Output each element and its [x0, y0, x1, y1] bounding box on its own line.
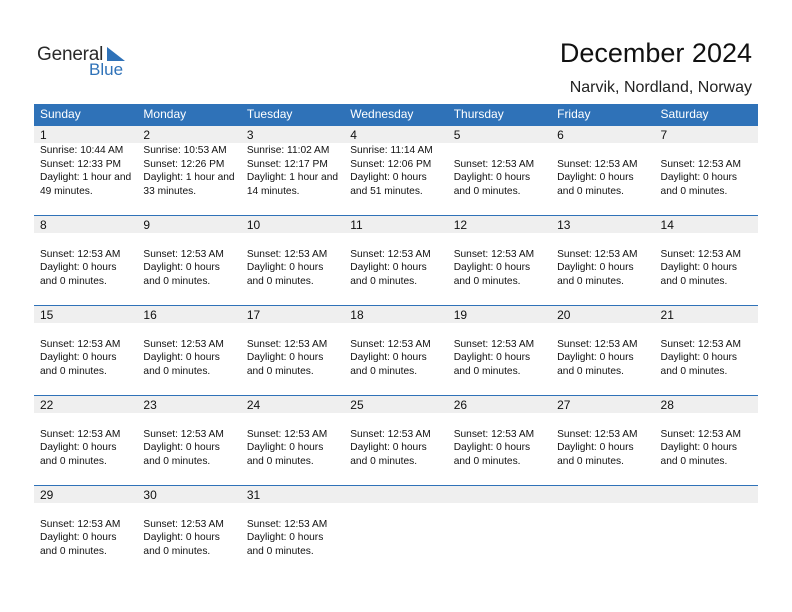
logo-blue-text: Blue — [89, 60, 124, 79]
daylight-text: Daylight: 0 hours — [40, 442, 117, 453]
daylight-text-cont: and 0 minutes. — [246, 455, 314, 467]
day-number: 27 — [551, 396, 654, 413]
empty-day-cell — [551, 486, 654, 575]
week-row — [34, 395, 758, 485]
daylight-text-cont: and 0 minutes. — [453, 365, 521, 377]
daylight-text: Daylight: 0 hours — [40, 262, 117, 273]
daylight-text-cont: and 0 minutes. — [246, 545, 314, 557]
day-number: 17 — [241, 306, 344, 323]
day-info — [137, 233, 240, 288]
day-number: 21 — [655, 306, 758, 323]
daylight-text: Daylight: 0 hours — [350, 442, 427, 453]
day-number: 4 — [344, 126, 447, 143]
day-number — [655, 486, 758, 503]
sunset-text: Sunset: 12:53 AM — [246, 248, 328, 260]
day-number: 2 — [137, 126, 240, 143]
empty-day-cell — [655, 486, 758, 575]
sunrise-text — [350, 324, 447, 338]
day-info — [34, 503, 137, 558]
daylight-text-cont: and 0 minutes. — [40, 365, 107, 377]
empty-day-cell — [448, 486, 551, 575]
day-cell — [344, 126, 447, 215]
daylight-text: Daylight: 0 hours — [350, 172, 427, 183]
day-number — [344, 486, 447, 503]
calendar-grid — [34, 104, 758, 575]
sunset-text: Sunset: 12:53 AM — [660, 338, 741, 350]
weekday-header: Thursday — [453, 107, 504, 121]
daylight-text: Daylight: 0 hours — [660, 442, 737, 453]
day-cell — [551, 216, 654, 305]
daylight-text: Daylight: 0 hours — [453, 352, 531, 363]
weeks-container — [34, 125, 758, 575]
day-cell — [448, 396, 551, 485]
day-info — [137, 323, 240, 378]
sunrise-text — [661, 234, 758, 248]
sunrise-text — [350, 414, 447, 428]
day-number: 23 — [137, 396, 240, 413]
sunrise-text — [143, 234, 240, 248]
daylight-text-cont: and 0 minutes. — [557, 275, 624, 287]
daylight-text-cont: and 0 minutes. — [246, 275, 314, 287]
daylight-text: Daylight: 0 hours — [557, 262, 634, 273]
day-number: 31 — [241, 486, 344, 503]
day-info — [551, 323, 654, 378]
sunrise-text — [143, 324, 240, 338]
day-cell — [448, 126, 551, 215]
day-cell — [655, 306, 758, 395]
day-info — [655, 323, 758, 378]
sunset-text: Sunset: 12:53 AM — [143, 428, 224, 440]
sunset-text: Sunset: 12:53 AM — [557, 428, 638, 440]
day-cell — [448, 216, 551, 305]
sunrise-text — [247, 234, 344, 248]
week-row — [34, 485, 758, 575]
daylight-text: Daylight: 1 hour and — [40, 172, 132, 183]
sunrise-text — [40, 234, 137, 248]
sunrise-text — [661, 144, 758, 158]
day-number: 25 — [344, 396, 447, 413]
sunset-text: Sunset: 12:53 AM — [350, 248, 431, 260]
empty-day-cell — [344, 486, 447, 575]
day-number: 12 — [448, 216, 551, 233]
day-cell — [241, 306, 344, 395]
daylight-text-cont: 49 minutes. — [40, 185, 93, 197]
sunrise-text: Sunrise: 10:44 AM — [40, 145, 124, 156]
sunrise-text — [454, 414, 551, 428]
day-info — [241, 413, 344, 468]
sunset-text: Sunset: 12:53 AM — [557, 248, 638, 260]
day-cell — [137, 306, 240, 395]
daylight-text: Daylight: 0 hours — [246, 532, 324, 543]
day-number: 5 — [448, 126, 551, 143]
daylight-text-cont: and 0 minutes. — [246, 365, 314, 377]
day-cell — [655, 126, 758, 215]
daylight-text: Daylight: 0 hours — [453, 442, 531, 453]
day-info — [655, 143, 758, 198]
sunrise-text — [454, 234, 551, 248]
day-info — [241, 233, 344, 288]
daylight-text: Daylight: 0 hours — [143, 442, 220, 453]
day-cell — [655, 396, 758, 485]
daylight-text: Daylight: 0 hours — [246, 262, 324, 273]
daylight-text-cont: and 0 minutes. — [143, 275, 211, 287]
sunrise-text — [247, 504, 344, 518]
sunset-text: Sunset: 12:53 AM — [350, 428, 431, 440]
day-info — [34, 143, 137, 198]
sunset-text: Sunset: 12:53 AM — [143, 518, 224, 530]
weekday-header: Tuesday — [246, 107, 293, 121]
sunrise-text: Sunrise: 11:14 AM — [350, 145, 433, 156]
day-cell — [137, 216, 240, 305]
daylight-text-cont: and 0 minutes. — [350, 275, 418, 287]
day-info — [448, 413, 551, 468]
sunset-text: Sunset: 12:33 PM — [40, 158, 121, 170]
day-cell — [137, 126, 240, 215]
sunrise-text — [557, 324, 654, 338]
sunset-text: Sunset: 12:53 AM — [246, 428, 328, 440]
sunset-text: Sunset: 12:53 AM — [246, 338, 328, 350]
day-number: 16 — [137, 306, 240, 323]
sunset-text: Sunset: 12:53 AM — [453, 248, 535, 260]
sunset-text: Sunset: 12:53 AM — [40, 428, 121, 440]
weekday-header-row — [34, 104, 758, 125]
day-number: 11 — [344, 216, 447, 233]
sunrise-text — [40, 324, 137, 338]
week-row — [34, 125, 758, 215]
day-number: 13 — [551, 216, 654, 233]
day-info — [34, 323, 137, 378]
day-info — [344, 143, 447, 198]
day-number: 8 — [34, 216, 137, 233]
day-number: 28 — [655, 396, 758, 413]
day-info — [344, 323, 447, 378]
day-info — [34, 413, 137, 468]
day-cell — [551, 306, 654, 395]
sunset-text: Sunset: 12:17 PM — [246, 158, 328, 170]
day-number: 18 — [344, 306, 447, 323]
sunrise-text — [40, 504, 137, 518]
daylight-text-cont: and 51 minutes. — [350, 185, 423, 197]
daylight-text: Daylight: 0 hours — [660, 262, 737, 273]
daylight-text-cont: and 0 minutes. — [557, 185, 624, 197]
week-row — [34, 305, 758, 395]
day-number: 24 — [241, 396, 344, 413]
day-number: 22 — [34, 396, 137, 413]
day-cell — [34, 216, 137, 305]
sunset-text: Sunset: 12:53 AM — [660, 248, 741, 260]
daylight-text: Daylight: 0 hours — [557, 442, 634, 453]
day-number: 29 — [34, 486, 137, 503]
week-row — [34, 215, 758, 305]
day-number: 6 — [551, 126, 654, 143]
day-info — [137, 143, 240, 198]
daylight-text-cont: and 0 minutes. — [143, 365, 211, 377]
daylight-text-cont: and 0 minutes. — [660, 365, 728, 377]
sunrise-text: Sunrise: 11:02 AM — [246, 145, 330, 156]
weekday-header: Friday — [557, 107, 591, 121]
sunset-text: Sunset: 12:53 AM — [350, 338, 431, 350]
sunset-text: Sunset: 12:53 AM — [453, 338, 535, 350]
day-cell — [137, 396, 240, 485]
day-info — [448, 323, 551, 378]
sunset-text: Sunset: 12:53 AM — [246, 518, 328, 530]
daylight-text-cont: and 0 minutes. — [557, 455, 624, 467]
day-info — [344, 413, 447, 468]
daylight-text: Daylight: 0 hours — [40, 352, 117, 363]
daylight-text: Daylight: 0 hours — [246, 352, 324, 363]
sunrise-text — [454, 144, 551, 158]
weekday-header: Sunday — [40, 107, 81, 121]
daylight-text-cont: and 0 minutes. — [40, 275, 107, 287]
daylight-text: Daylight: 0 hours — [40, 532, 117, 543]
sunrise-text — [661, 414, 758, 428]
daylight-text-cont: and 0 minutes. — [40, 545, 107, 557]
day-cell — [34, 486, 137, 575]
day-cell — [448, 306, 551, 395]
daylight-text-cont: and 0 minutes. — [660, 185, 728, 197]
sunset-text: Sunset: 12:53 AM — [40, 518, 121, 530]
daylight-text-cont: and 0 minutes. — [350, 455, 418, 467]
day-number: 1 — [34, 126, 137, 143]
daylight-text: Daylight: 1 hour and — [246, 172, 339, 183]
sunset-text: Sunset: 12:53 AM — [453, 428, 535, 440]
sunrise-text — [454, 324, 551, 338]
day-info — [241, 143, 344, 198]
day-number: 26 — [448, 396, 551, 413]
weekday-header: Wednesday — [350, 107, 414, 121]
day-info — [551, 143, 654, 198]
sunset-text: Sunset: 12:53 AM — [40, 248, 121, 260]
daylight-text-cont: 14 minutes. — [246, 185, 300, 197]
daylight-text: Daylight: 0 hours — [453, 172, 531, 183]
sunrise-text — [40, 414, 137, 428]
day-number: 10 — [241, 216, 344, 233]
day-info — [344, 233, 447, 288]
weekday-header: Monday — [143, 107, 187, 121]
daylight-text: Daylight: 0 hours — [660, 352, 737, 363]
day-number: 15 — [34, 306, 137, 323]
day-cell — [241, 396, 344, 485]
daylight-text: Daylight: 0 hours — [143, 352, 220, 363]
daylight-text-cont: and 0 minutes. — [453, 455, 521, 467]
day-info — [241, 503, 344, 558]
daylight-text-cont: and 0 minutes. — [660, 275, 728, 287]
day-cell — [344, 396, 447, 485]
day-info — [448, 143, 551, 198]
day-info — [551, 413, 654, 468]
day-cell — [241, 486, 344, 575]
day-number — [551, 486, 654, 503]
page-title: December 2024 — [559, 38, 752, 68]
day-cell — [34, 306, 137, 395]
daylight-text-cont: and 0 minutes. — [40, 455, 107, 467]
day-info — [551, 233, 654, 288]
day-cell — [34, 126, 137, 215]
daylight-text-cont: and 0 minutes. — [557, 365, 624, 377]
daylight-text: Daylight: 0 hours — [350, 352, 427, 363]
daylight-text-cont: and 0 minutes. — [143, 455, 211, 467]
daylight-text: Daylight: 0 hours — [557, 352, 634, 363]
sunset-text: Sunset: 12:53 AM — [557, 158, 638, 170]
logo-general-text: General — [37, 44, 104, 65]
sunrise-text — [661, 324, 758, 338]
day-cell — [241, 216, 344, 305]
sunset-text: Sunset: 12:53 AM — [453, 158, 535, 170]
daylight-text-cont: and 0 minutes. — [660, 455, 728, 467]
day-cell — [551, 396, 654, 485]
day-number: 30 — [137, 486, 240, 503]
logo-triangle-icon — [107, 47, 127, 61]
day-cell — [344, 216, 447, 305]
sunrise-text — [557, 234, 654, 248]
sunset-text: Sunset: 12:26 PM — [143, 158, 225, 170]
daylight-text-cont: and 0 minutes. — [143, 545, 211, 557]
day-cell — [655, 216, 758, 305]
day-number — [448, 486, 551, 503]
day-cell — [137, 486, 240, 575]
day-number: 19 — [448, 306, 551, 323]
sunset-text: Sunset: 12:53 AM — [557, 338, 638, 350]
daylight-text: Daylight: 0 hours — [453, 262, 531, 273]
daylight-text: Daylight: 0 hours — [246, 442, 324, 453]
daylight-text: Daylight: 1 hour and — [143, 172, 235, 183]
sunrise-text — [557, 414, 654, 428]
sunset-text: Sunset: 12:06 PM — [350, 158, 432, 170]
day-number: 20 — [551, 306, 654, 323]
daylight-text-cont: and 0 minutes. — [453, 275, 521, 287]
sunset-text: Sunset: 12:53 AM — [660, 428, 741, 440]
sunrise-text — [350, 234, 447, 248]
sunrise-text — [247, 414, 344, 428]
sunrise-text — [143, 414, 240, 428]
daylight-text: Daylight: 0 hours — [660, 172, 737, 183]
daylight-text: Daylight: 0 hours — [557, 172, 634, 183]
sunset-text: Sunset: 12:53 AM — [40, 338, 121, 350]
day-info — [34, 233, 137, 288]
daylight-text-cont: and 0 minutes. — [453, 185, 521, 197]
sunrise-text — [143, 504, 240, 518]
daylight-text-cont: 33 minutes. — [143, 185, 197, 197]
day-info — [448, 233, 551, 288]
day-cell — [344, 306, 447, 395]
weekday-header: Saturday — [660, 107, 709, 121]
day-info — [137, 413, 240, 468]
sunrise-text: Sunrise: 10:53 AM — [143, 145, 227, 156]
daylight-text: Daylight: 0 hours — [143, 532, 220, 543]
sunset-text: Sunset: 12:53 AM — [660, 158, 741, 170]
sunrise-text — [557, 144, 654, 158]
day-info — [241, 323, 344, 378]
day-number: 14 — [655, 216, 758, 233]
day-cell — [551, 126, 654, 215]
day-info — [655, 413, 758, 468]
daylight-text: Daylight: 0 hours — [143, 262, 220, 273]
sunrise-text — [247, 324, 344, 338]
daylight-text-cont: and 0 minutes. — [350, 365, 418, 377]
sunset-text: Sunset: 12:53 AM — [143, 248, 224, 260]
day-number: 9 — [137, 216, 240, 233]
sunset-text: Sunset: 12:53 AM — [143, 338, 224, 350]
day-cell — [241, 126, 344, 215]
day-info — [137, 503, 240, 558]
day-number: 7 — [655, 126, 758, 143]
daylight-text: Daylight: 0 hours — [350, 262, 427, 273]
day-cell — [34, 396, 137, 485]
day-number: 3 — [241, 126, 344, 143]
day-info — [655, 233, 758, 288]
logo — [37, 44, 157, 84]
location-subtitle: Narvik, Nordland, Norway — [569, 79, 752, 96]
